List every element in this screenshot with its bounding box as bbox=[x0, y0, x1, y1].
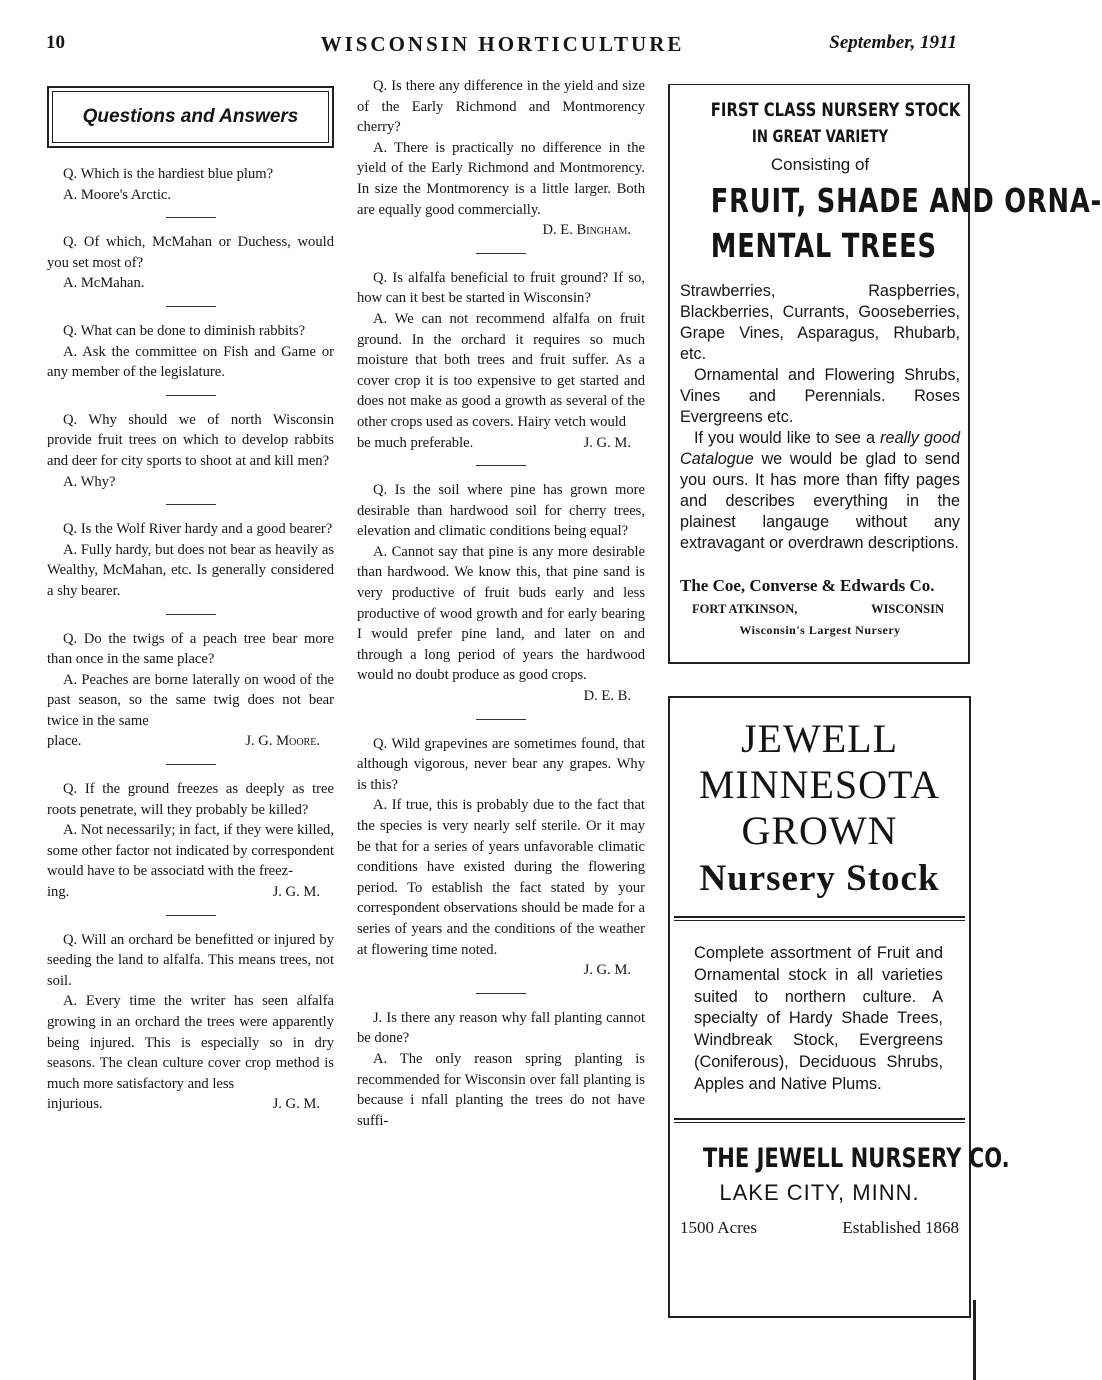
qa-entry bbox=[47, 779, 334, 903]
question: Q. If the ground freezes as deeply as tree roots penetrate, will they probably be killed? bbox=[47, 781, 334, 818]
journal-title: WISCONSIN HORTICULTURE bbox=[320, 32, 685, 56]
ad-paragraph bbox=[680, 428, 960, 554]
question: Q. Is there any difference in the yield and size of the Early Richmond and Montmorency cherry? bbox=[357, 78, 645, 136]
separator-rule bbox=[166, 306, 216, 307]
separator-rule bbox=[476, 253, 526, 254]
ad-jewell-nursery bbox=[668, 696, 1010, 1318]
ad-description: Complete assortment of Fruit and Ornamental stock in all varieties suited to northern culture. A specialty of Hardy Shade Trees, Windbreak Stock, Evergreens (Coniferous), Deciduous Shrubs, Apples and Native Plums. bbox=[694, 944, 943, 1093]
separator-rule bbox=[476, 465, 526, 466]
answer: A. Every time the writer has seen alfalfa growing in an orchard the trees were apparently being injured. This is especially so in dry seasons. The clean culture cover crop method is much more satisfactory and less bbox=[47, 993, 334, 1092]
ad-coe-converse-edwards bbox=[668, 84, 1102, 664]
signature: J. G. M. bbox=[583, 962, 631, 979]
answer: A. Why? bbox=[63, 473, 116, 490]
signature: J. G. M. bbox=[583, 434, 631, 451]
answer: A. Fully hardy, but does not bear as heavily as Wealthy, McMahan, etc. Is generally considered a shy bearer. bbox=[47, 541, 334, 599]
qa-entry bbox=[47, 232, 334, 294]
question: Q. Do the twigs of a peach tree bear more than once in the same place? bbox=[47, 630, 334, 668]
signature: D. E. B. bbox=[583, 688, 631, 705]
qa-title-box bbox=[47, 86, 334, 148]
separator-rule bbox=[166, 217, 216, 218]
qa-entry bbox=[357, 268, 645, 453]
ad-text: If you would like to see a bbox=[694, 429, 881, 447]
qa-entry bbox=[47, 164, 334, 205]
answer: A. There is practically no difference in the yield of the Early Richmond and Montmorency. In size the Montmorency is a little larger. Both are equally good commercially. bbox=[357, 139, 645, 218]
answer-last-words: be much preferable. bbox=[357, 434, 474, 451]
separator-rule bbox=[476, 993, 526, 994]
ad-jewell-line-1: JEWELL bbox=[740, 716, 899, 761]
signature: J. G. M. bbox=[272, 884, 320, 901]
ad-paragraph: Strawberries, Raspberries, Blackberries, Currants, Gooseberries, Grape Vines, Asparagus, Rhubarb, etc. bbox=[680, 282, 960, 363]
question: Q. Why should we of north Wisconsin provide fruit trees on which to develop rabbits and deer for city sports to shoot at and kill men? bbox=[47, 411, 334, 469]
question: Q. Will an orchard be benefitted or injured by seeding the land to alfalfa. This means trees, not soil. bbox=[47, 931, 334, 989]
ad-headline: FIRST CLASS NURSERY STOCK bbox=[710, 99, 961, 121]
ad-tagline: Wisconsin's Largest Nursery bbox=[739, 623, 901, 637]
question: Q. What can be done to diminish rabbits? bbox=[63, 322, 306, 339]
ad-company-name: The Coe, Converse & Edwards Co. bbox=[680, 576, 935, 595]
ad-consisting-of: Consisting of bbox=[770, 155, 870, 174]
question: J. Is there any reason why fall planting cannot be done? bbox=[357, 1009, 645, 1047]
ad-state: WISCONSIN bbox=[871, 602, 944, 616]
question: Q. Of which, McMahan or Duchess, would you set most of? bbox=[47, 234, 334, 271]
question: Q. Is alfalfa beneficial to fruit ground? If so, how can it best be started in Wisconsin? bbox=[357, 269, 645, 307]
answer: A. Ask the committee on Fish and Game or any member of the legislature. bbox=[47, 343, 334, 381]
signature: D. E. Bingham. bbox=[542, 222, 631, 239]
qa-entry bbox=[47, 519, 334, 601]
separator-rule bbox=[476, 719, 526, 720]
answer: A. Moore's Arctic. bbox=[63, 186, 172, 203]
ad-jewell-line-4: Nursery Stock bbox=[699, 858, 940, 899]
ad-location bbox=[680, 602, 960, 617]
answer-last-word: injurious. bbox=[47, 1096, 103, 1113]
answer-last-word: place. bbox=[47, 733, 82, 750]
signature: J. G. Moore. bbox=[245, 733, 320, 750]
qa-entry bbox=[47, 321, 334, 383]
ad-jewell-line-3: GROWN bbox=[741, 808, 898, 853]
answer-tail bbox=[47, 1094, 334, 1115]
ad-subheadline: IN GREAT VARIETY bbox=[751, 127, 889, 147]
ad-city: LAKE CITY, MINN. bbox=[719, 1179, 920, 1205]
answer: A. Not necessarily; in fact, if they were killed, some other factor not indicated by correspondent would have to be associatd with the freez- bbox=[47, 822, 334, 880]
answer: A. Cannot say that pine is any more desirable than hardwood. We know this, that pine sand is very productive of fruit buds early and less productive of wood growth and for early bearing I would prefer pine land, and later on and through a long period of years the hardwood would no doubt produce as good crops. bbox=[357, 543, 645, 684]
qa-entry bbox=[357, 480, 645, 707]
ad-jewell-line-2: MINNESOTA bbox=[698, 762, 941, 807]
qa-title-frame bbox=[52, 91, 329, 143]
qa-entry bbox=[357, 76, 645, 241]
separator-rule bbox=[166, 764, 216, 765]
ad-paragraph: Ornamental and Flowering Shrubs, Vines and Perennials. Roses Evergreens etc. bbox=[680, 366, 960, 426]
ad-company-name: THE JEWELL NURSERY CO. bbox=[702, 1142, 1010, 1174]
answer: A. McMahan. bbox=[63, 275, 145, 292]
ad-acres: 1500 Acres bbox=[680, 1217, 757, 1237]
question: Q. Is the soil where pine has grown more desirable than hardwood soil for cherry trees, elevation and climatic conditions being equal? bbox=[357, 482, 645, 540]
signature: J. G. M. bbox=[272, 1096, 320, 1113]
separator-rule bbox=[166, 614, 216, 615]
ad-text: we would be glad to send you ours. It has more than fifty pages and describes everything in the plainest langauge without any extravagant or overdrawn descriptions. bbox=[680, 450, 960, 552]
answer: A. The only reason spring planting is recommended for Wisconsin over fall planting is because i nfall planting the trees do not have suffi- bbox=[357, 1050, 645, 1129]
ad-trees-line-2: MENTAL TREES bbox=[710, 226, 937, 265]
ad-established: Established 1868 bbox=[842, 1217, 959, 1237]
separator-rule bbox=[166, 395, 216, 396]
answer-tail bbox=[357, 433, 645, 454]
column-1 bbox=[47, 76, 334, 1115]
qa-entry bbox=[47, 930, 334, 1115]
separator-rule bbox=[166, 504, 216, 505]
ad-trees-line-1: FRUIT, SHADE AND ORNA- bbox=[710, 181, 1102, 220]
qa-entry bbox=[47, 410, 334, 492]
question: Q. Which is the hardiest blue plum? bbox=[63, 166, 274, 182]
ad-body bbox=[680, 281, 960, 554]
answer-last-word: ing. bbox=[47, 884, 70, 901]
question: Q. Wild grapevines are sometimes found, that although vigorous, never bear any grapes. Why is this? bbox=[357, 735, 645, 793]
qa-entry bbox=[47, 629, 334, 753]
ad-emphasis: really good Catalogue bbox=[680, 429, 960, 468]
edge-rule bbox=[973, 1300, 976, 1380]
qa-entry bbox=[357, 734, 645, 981]
issue-date: September, 1911 bbox=[829, 32, 957, 53]
page-number: 10 bbox=[46, 32, 65, 53]
answer-tail bbox=[47, 731, 334, 752]
question: Q. Is the Wolf River hardy and a good bearer? bbox=[63, 521, 333, 538]
section-title: Questions and Answers bbox=[82, 105, 299, 127]
separator-rule bbox=[166, 915, 216, 916]
ad-double-rule bbox=[674, 1118, 965, 1123]
column-2 bbox=[357, 76, 645, 1131]
answer: A. If true, this is probably due to the fact that the species is very nearly self sterile. Or it may be that for a series of years unfavorable climatic conditions have existed during the flowering period. To establish the fact stated by your correspondent observations should be made for a series of years and the conditions of the weather at flowering time noted. bbox=[357, 797, 645, 958]
ad-city: FORT ATKINSON, bbox=[692, 602, 798, 616]
qa-entry bbox=[357, 1008, 645, 1132]
page-header bbox=[0, 32, 1005, 62]
answer-tail bbox=[47, 882, 334, 903]
ad-footer bbox=[670, 1218, 969, 1238]
answer: A. We can not recommend alfalfa on fruit ground. In the orchard it requires so much moisture that both trees and fruit suffer. As a cover crop it is too expensive to get started and does not make as good a growth as several of the other crops used as covers. Hairy vetch would bbox=[357, 310, 645, 430]
answer: A. Peaches are borne laterally on wood of the past season, so the same twig does not bear twice in the same bbox=[47, 671, 334, 729]
